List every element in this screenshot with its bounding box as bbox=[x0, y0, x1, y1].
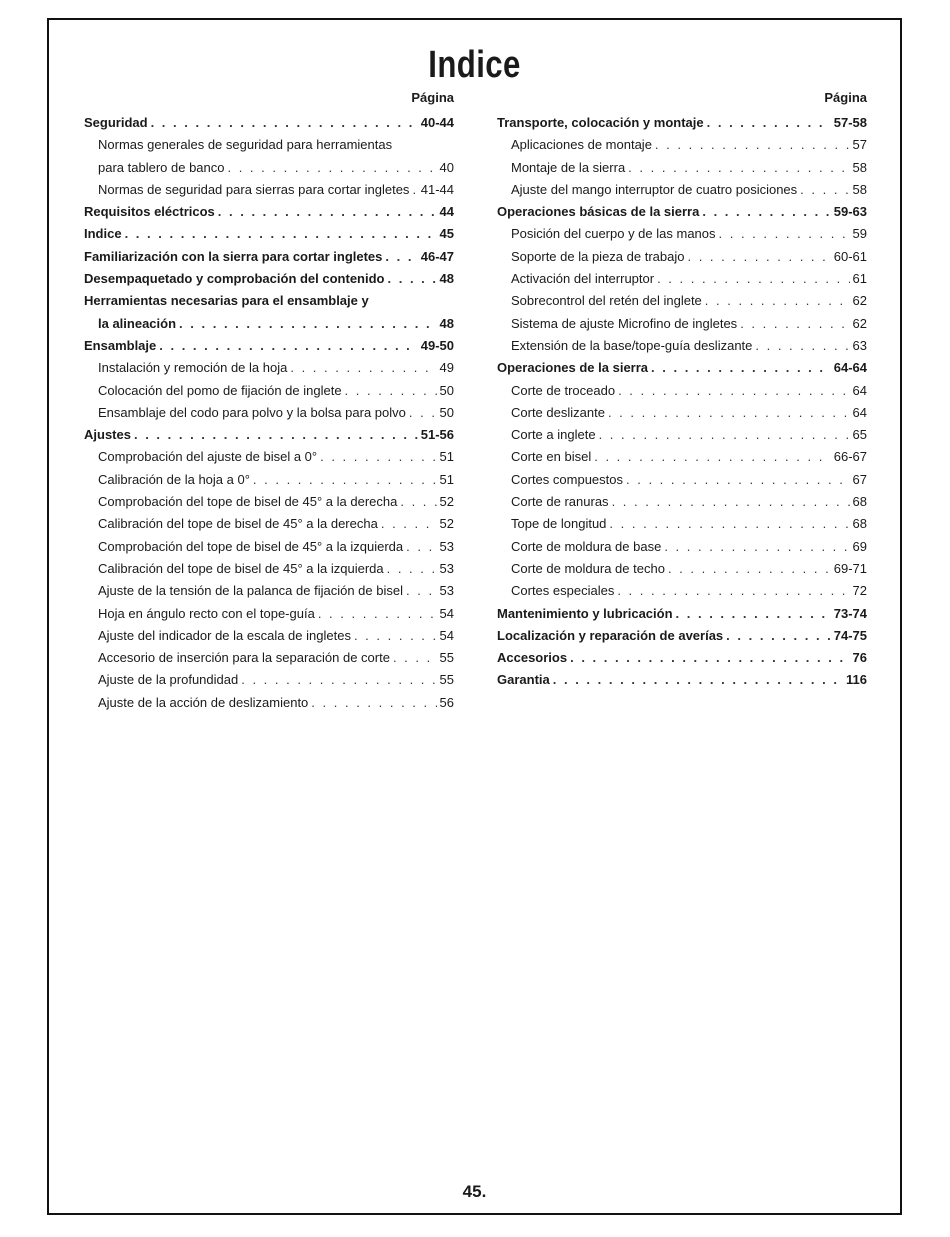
toc-entry-page: 74-75 bbox=[833, 627, 867, 643]
toc-entry bbox=[84, 290, 454, 312]
toc-entry-label: Corte a inglete bbox=[511, 427, 596, 443]
toc-entry-page: 69 bbox=[852, 538, 867, 554]
toc-entry bbox=[497, 424, 867, 446]
toc-entry-page: 58 bbox=[852, 181, 867, 197]
toc-entry bbox=[84, 223, 454, 245]
toc-entry-page: 116 bbox=[846, 672, 867, 688]
toc-entry bbox=[497, 402, 867, 424]
toc-entry bbox=[84, 246, 454, 268]
toc-entry-label: Desempaquetado y comprobación del contenido bbox=[84, 271, 385, 287]
toc-entry bbox=[84, 201, 454, 223]
toc-entry bbox=[84, 692, 454, 714]
toc-entry-label: Aplicaciones de montaje bbox=[511, 137, 652, 153]
toc-entry-page: 51 bbox=[439, 471, 454, 487]
toc-entry-page: 66-67 bbox=[833, 449, 867, 465]
toc-leader-dots bbox=[702, 201, 830, 223]
toc-leader-dots bbox=[726, 625, 831, 647]
toc-entry-page: 58 bbox=[852, 159, 867, 175]
toc-entry bbox=[84, 469, 454, 491]
toc-entry-page: 41-44 bbox=[420, 181, 454, 197]
toc-entry-page: 69-71 bbox=[833, 560, 867, 576]
toc-entry-label: Accesorio de inserción para la separación de corte bbox=[98, 650, 390, 666]
toc-entry-label: Corte de ranuras bbox=[511, 494, 609, 510]
toc-leader-dots bbox=[687, 246, 830, 268]
toc-entry-page: 51 bbox=[439, 449, 454, 465]
toc-leader-dots bbox=[608, 402, 850, 424]
toc-entry-label: Ajuste de la profundidad bbox=[98, 672, 239, 688]
toc-entry bbox=[84, 357, 454, 379]
toc-leader-dots bbox=[676, 603, 831, 625]
toc-entry bbox=[84, 647, 454, 669]
toc-leader-dots bbox=[618, 380, 849, 402]
toc-entry-page: 40-44 bbox=[420, 115, 454, 130]
toc-entry-page: 59-63 bbox=[833, 204, 867, 220]
toc-entry-label: Activación del interruptor bbox=[511, 271, 655, 287]
toc-entry bbox=[84, 112, 454, 134]
toc-entry-page: 56 bbox=[439, 694, 454, 710]
toc-entry-page: 44 bbox=[439, 204, 454, 220]
toc-entry bbox=[84, 446, 454, 468]
toc-entry-page: 60-61 bbox=[833, 248, 867, 264]
toc-entry bbox=[84, 491, 454, 513]
toc-entry bbox=[497, 513, 867, 535]
toc-entry bbox=[497, 313, 867, 335]
toc-entry-label: Familiarización con la sierra para cortar ingletes bbox=[84, 248, 383, 264]
toc-entry-label: Sobrecontrol del retén del inglete bbox=[511, 293, 702, 309]
toc-entry-label: Colocación del pomo de fijación de inglete bbox=[98, 382, 342, 398]
toc-entry bbox=[497, 469, 867, 491]
toc-entry-label: Cortes compuestos bbox=[511, 471, 623, 487]
toc-entry-page: 45 bbox=[439, 226, 454, 242]
toc-leader-dots bbox=[253, 469, 437, 491]
toc-entry-label: Soporte de la pieza de trabajo bbox=[511, 248, 685, 264]
toc-leader-dots bbox=[290, 357, 436, 379]
toc-entry-label: Requisitos eléctricos bbox=[84, 204, 215, 220]
page-number: 45. bbox=[462, 1182, 487, 1201]
toc-entry-label: para tablero de banco bbox=[98, 159, 225, 175]
toc-leader-dots bbox=[406, 536, 436, 558]
toc-leader-dots bbox=[345, 380, 437, 402]
toc-entry bbox=[497, 179, 867, 201]
toc-entry-label: Transporte, colocación y montaje bbox=[497, 115, 704, 130]
toc-leader-dots bbox=[387, 558, 437, 580]
toc-entry-page: 72 bbox=[852, 583, 867, 599]
toc-entry bbox=[84, 268, 454, 290]
toc-entry bbox=[84, 536, 454, 558]
toc-leader-dots bbox=[628, 157, 849, 179]
toc-entry-page: 40 bbox=[439, 159, 454, 175]
toc-leader-dots bbox=[655, 134, 850, 156]
toc-entry-label: Calibración de la hoja a 0° bbox=[98, 471, 250, 487]
toc-entry-page: 49 bbox=[439, 360, 454, 376]
toc-entry-page: 68 bbox=[852, 516, 867, 532]
toc-right-column bbox=[497, 90, 867, 692]
toc-entry-page: 67 bbox=[852, 471, 867, 487]
toc-entry-page: 54 bbox=[439, 605, 454, 621]
toc-leader-dots bbox=[227, 157, 436, 179]
toc-leader-dots bbox=[179, 313, 436, 335]
toc-entry bbox=[84, 402, 454, 424]
toc-entry-label: Calibración del tope de bisel de 45° a la derecha bbox=[98, 516, 378, 532]
toc-entry-label: Accesorios bbox=[497, 650, 568, 666]
toc-leader-dots bbox=[381, 513, 437, 535]
page-column-header: Página bbox=[411, 90, 454, 105]
toc-entry-page: 59 bbox=[852, 226, 867, 242]
toc-left-column bbox=[84, 90, 454, 714]
toc-leader-dots bbox=[388, 268, 437, 290]
toc-entry-page: 52 bbox=[439, 516, 454, 532]
toc-entry-label: Localización y reparación de averías bbox=[497, 627, 724, 643]
toc-entry-label: Ajuste de la tensión de la palanca de fijación de bisel bbox=[98, 583, 403, 599]
toc-entry-page: 61 bbox=[852, 271, 867, 287]
toc-entry bbox=[497, 134, 867, 156]
toc-entry-label: la alineación bbox=[98, 315, 177, 331]
toc-leader-dots bbox=[393, 647, 437, 669]
toc-leader-dots bbox=[626, 469, 850, 491]
toc-entry-label: Normas de seguridad para sierras para cortar ingletes bbox=[98, 181, 410, 197]
toc-entry bbox=[497, 223, 867, 245]
toc-entry-label: Corte de moldura de base bbox=[511, 538, 662, 554]
toc-entry-page: 50 bbox=[439, 382, 454, 398]
toc-entry-label: Garantia bbox=[497, 672, 550, 688]
toc-entry bbox=[497, 603, 867, 625]
toc-leader-dots bbox=[134, 424, 418, 446]
toc-entry bbox=[497, 357, 867, 379]
toc-leader-dots bbox=[594, 446, 831, 468]
toc-entry-label: Corte de moldura de techo bbox=[511, 560, 665, 576]
toc-entry-label: Posición del cuerpo y de las manos bbox=[511, 226, 716, 242]
page-column-header: Página bbox=[824, 90, 867, 105]
toc-entry bbox=[84, 625, 454, 647]
toc-entry bbox=[497, 112, 867, 134]
toc-entry-page: 57 bbox=[852, 137, 867, 153]
toc-entry-page: 51-56 bbox=[420, 427, 454, 443]
toc-entry-label: Tope de longitud bbox=[511, 516, 607, 532]
toc-entry-label: Extensión de la base/tope-guía deslizante bbox=[511, 337, 753, 353]
toc-entry-page: 53 bbox=[439, 538, 454, 554]
toc-entry-page: 48 bbox=[439, 315, 454, 331]
toc-leader-dots bbox=[241, 669, 436, 691]
toc-entry bbox=[84, 134, 454, 156]
toc-entry-page: 62 bbox=[852, 315, 867, 331]
toc-leader-dots bbox=[553, 669, 843, 691]
toc-entry-label: Ajuste del indicador de la escala de ingletes bbox=[98, 627, 351, 643]
toc-entry-label: Operaciones básicas de la sierra bbox=[497, 204, 700, 220]
toc-leader-dots bbox=[318, 603, 437, 625]
toc-entry-page: 76 bbox=[852, 650, 867, 666]
toc-entry-label: Hoja en ángulo recto con el tope-guía bbox=[98, 605, 315, 621]
toc-right-list bbox=[497, 112, 867, 692]
toc-entry bbox=[497, 335, 867, 357]
toc-entry-page: 64 bbox=[852, 404, 867, 420]
toc-entry-label: Cortes especiales bbox=[511, 583, 615, 599]
toc-leader-dots bbox=[406, 580, 437, 602]
toc-entry-label: Indice bbox=[84, 226, 122, 242]
toc-entry-page: 55 bbox=[439, 650, 454, 666]
toc-leader-dots bbox=[354, 625, 437, 647]
toc-leader-dots bbox=[159, 335, 417, 357]
toc-entry-page: 68 bbox=[852, 494, 867, 510]
toc-entry bbox=[497, 536, 867, 558]
toc-entry-label: Comprobación del tope de bisel de 45° a la izquierda bbox=[98, 538, 404, 554]
toc-entry-page: 46-47 bbox=[420, 248, 454, 264]
toc-entry-page: 53 bbox=[439, 583, 454, 599]
toc-entry-label: Ajuste de la acción de deslizamiento bbox=[98, 694, 309, 710]
toc-entry-label: Ajuste del mango interruptor de cuatro posiciones bbox=[511, 181, 798, 197]
toc-leader-dots bbox=[755, 335, 849, 357]
toc-entry-page: 65 bbox=[852, 427, 867, 443]
toc-entry-label: Montaje de la sierra bbox=[511, 159, 626, 175]
toc-entry-label: Operaciones de la sierra bbox=[497, 360, 649, 376]
toc-leader-dots bbox=[668, 558, 831, 580]
toc-leader-dots bbox=[570, 647, 849, 669]
toc-entry-page: 62 bbox=[852, 293, 867, 309]
toc-entry-label: Calibración del tope de bisel de 45° a la izquierda bbox=[98, 560, 384, 576]
toc-entry-label: Corte deslizante bbox=[511, 404, 605, 420]
toc-entry bbox=[84, 157, 454, 179]
toc-left-list bbox=[84, 112, 454, 714]
toc-entry bbox=[497, 246, 867, 268]
toc-entry bbox=[497, 669, 867, 691]
toc-entry bbox=[497, 446, 867, 468]
toc-leader-dots bbox=[218, 201, 437, 223]
toc-entry bbox=[84, 335, 454, 357]
toc-leader-dots bbox=[412, 179, 417, 201]
toc-leader-dots bbox=[609, 513, 849, 535]
toc-entry-label: Normas generales de seguridad para herramientas bbox=[98, 137, 393, 153]
toc-entry-page: 57-58 bbox=[833, 115, 867, 130]
toc-entry-page: 73-74 bbox=[833, 605, 867, 621]
toc-entry-label: Mantenimiento y lubricación bbox=[497, 605, 673, 621]
toc-entry-page: 63 bbox=[852, 337, 867, 353]
toc-entry bbox=[497, 647, 867, 669]
toc-leader-dots bbox=[400, 491, 436, 513]
toc-entry bbox=[84, 603, 454, 625]
toc-entry-label: Instalación y remoción de la hoja bbox=[98, 360, 288, 376]
toc-entry bbox=[497, 625, 867, 647]
toc-leader-dots bbox=[320, 446, 436, 468]
toc-entry bbox=[497, 558, 867, 580]
toc-entry-label: Seguridad bbox=[84, 115, 148, 130]
toc-leader-dots bbox=[311, 692, 436, 714]
toc-entry-label: Herramientas necesarias para el ensamblaje y bbox=[84, 293, 369, 309]
toc-entry-page: 49-50 bbox=[420, 337, 454, 353]
toc-leader-dots bbox=[385, 246, 417, 268]
toc-entry bbox=[497, 380, 867, 402]
toc-leader-dots bbox=[612, 491, 850, 513]
toc-entry-page: 50 bbox=[439, 404, 454, 420]
toc-entry-page: 52 bbox=[439, 494, 454, 510]
page-frame bbox=[47, 18, 902, 1215]
toc-leader-dots bbox=[409, 402, 437, 424]
toc-entry bbox=[84, 380, 454, 402]
toc-entry bbox=[497, 491, 867, 513]
toc-entry bbox=[84, 179, 454, 201]
toc-leader-dots bbox=[800, 179, 849, 201]
toc-entry-label: Comprobación del tope de bisel de 45° a la derecha bbox=[98, 494, 398, 510]
toc-leader-dots bbox=[651, 357, 831, 379]
toc-entry-page: 55 bbox=[439, 672, 454, 688]
toc-entry-page: 48 bbox=[439, 271, 454, 287]
toc-leader-dots bbox=[740, 313, 849, 335]
toc-leader-dots bbox=[664, 536, 849, 558]
toc-entry-label: Sistema de ajuste Microfino de ingletes bbox=[511, 315, 738, 331]
toc-leader-dots bbox=[657, 268, 849, 290]
toc-leader-dots bbox=[719, 223, 850, 245]
toc-entry bbox=[497, 268, 867, 290]
toc-entry bbox=[84, 424, 454, 446]
toc-entry bbox=[84, 580, 454, 602]
toc-entry bbox=[84, 313, 454, 335]
toc-leader-dots bbox=[617, 580, 849, 602]
toc-leader-dots bbox=[705, 290, 850, 312]
toc-entry bbox=[497, 201, 867, 223]
toc-entry-label: Ensamblaje del codo para polvo y la bolsa para polvo bbox=[98, 404, 406, 420]
page-title: Indice bbox=[428, 44, 521, 86]
toc-entry-label: Ajustes bbox=[84, 427, 131, 443]
toc-entry bbox=[84, 669, 454, 691]
toc-entry bbox=[497, 580, 867, 602]
toc-entry-page: 53 bbox=[439, 560, 454, 576]
toc-leader-dots bbox=[707, 112, 831, 134]
toc-entry bbox=[84, 558, 454, 580]
toc-leader-dots bbox=[599, 424, 850, 446]
toc-entry-label: Corte de troceado bbox=[511, 382, 616, 398]
toc-entry bbox=[497, 290, 867, 312]
toc-leader-dots bbox=[125, 223, 437, 245]
toc-entry-page: 54 bbox=[439, 627, 454, 643]
toc-entry bbox=[84, 513, 454, 535]
toc-entry bbox=[497, 157, 867, 179]
toc-entry-page: 64 bbox=[852, 382, 867, 398]
toc-entry-label: Ensamblaje bbox=[84, 337, 157, 353]
toc-entry-label: Comprobación del ajuste de bisel a 0° bbox=[98, 449, 318, 465]
toc-entry-label: Corte en bisel bbox=[511, 449, 592, 465]
toc-entry-page: 64-64 bbox=[833, 360, 867, 376]
toc-leader-dots bbox=[151, 112, 418, 134]
